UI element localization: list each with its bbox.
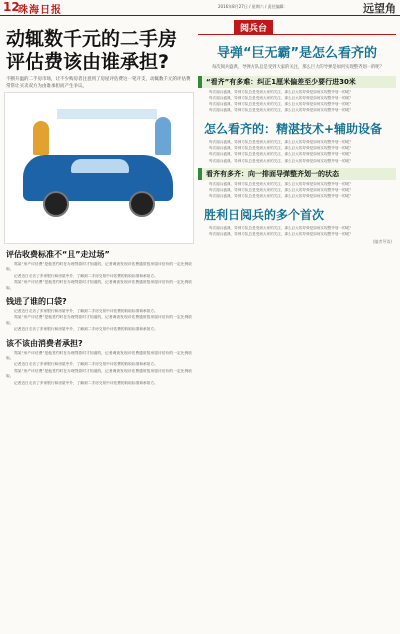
paragraph: 郑某“房产评估费”是他签约时在办理贷款时才知道的，记者调查发现评估费通常按房屋评估价的一定比例收取。 — [6, 350, 192, 361]
paragraph: 每次阅兵盛典，导弹方队总是受到大家的关注，那么巨大的导弹是如何实现整齐划一的呢？ — [209, 225, 353, 230]
illustration-wheel — [43, 191, 69, 217]
illustration — [4, 92, 194, 244]
paragraph: 郑某“房产评估费”是他签约时在办理贷款时才知道的，记者调查发现评估费通常按房屋评估价的一定比例收取。 — [6, 280, 192, 290]
paragraph: 记者近日走访了多家银行和房屋中介，了解到二手房交易中评估费的收取标准和承担方。 — [14, 362, 158, 367]
illustration-person — [155, 117, 171, 155]
paragraph: 每次阅兵盛典，导弹方队总是受到大家的关注，那么巨大的导弹是如何实现整齐划一的呢？ — [209, 232, 353, 237]
paragraph: 每次阅兵盛典，导弹方队总是受到大家的关注，那么巨大的导弹是如何实现整齐划一的呢？ — [209, 95, 353, 100]
right-lede: 每次阅兵盛典，导弹方队总是受到大家的关注，那么巨大的导弹是如何实现整齐划一的呢？ — [212, 65, 384, 70]
dateline: 2016年8月27日 / 星期六 / 责任编辑： — [218, 4, 288, 9]
right-subheading: 怎么看齐的：精湛技术+辅助设备 — [204, 121, 383, 136]
page-number: 12 — [3, 0, 20, 14]
paragraph: 记者近日走访了多家银行和房屋中介，了解到二手房交易中评估费的收取标准和承担方。 — [14, 380, 158, 385]
main-headline — [6, 28, 194, 74]
paragraph: 记者近日走访了多家银行和房屋中介，了解到二手房交易中评估费的收取标准和承担方。 — [14, 273, 158, 278]
paragraph: 每次阅兵盛典，导弹方队总是受到大家的关注，那么巨大的导弹是如何实现整齐划一的呢？ — [209, 152, 353, 157]
paragraph: 每次阅兵盛典，导弹方队总是受到大家的关注，那么巨大的导弹是如何实现整齐划一的呢？ — [209, 102, 353, 107]
paragraph: 每次阅兵盛典，导弹方队总是受到大家的关注，那么巨大的导弹是如何实现整齐划一的呢？ — [209, 139, 353, 144]
tag-bar — [198, 20, 396, 35]
subheading: 钱进了谁的口袋? — [6, 297, 67, 307]
paragraph: 每次阅兵盛典，导弹方队总是受到大家的关注，那么巨大的导弹是如何实现整齐划一的呢？ — [209, 145, 353, 150]
illustration-person — [33, 121, 49, 155]
right-subheading: 胜利日阅兵的多个首次 — [204, 207, 325, 222]
paragraph: 每次阅兵盛典，导弹方队总是受到大家的关注，那么巨大的导弹是如何实现整齐划一的呢？ — [209, 158, 353, 163]
paragraph: 记者近日走访了多家银行和房屋中介，了解到二手房交易中评估费的收取标准和承担方。 — [14, 309, 158, 314]
paragraph: 记者近日走访了多家银行和房屋中介，了解到二手房交易中评估费的收取标准和承担方。 — [14, 327, 158, 332]
headline-line-1: 动辄数千元的二手房 — [6, 28, 178, 50]
paragraph: 每次阅兵盛典，导弹方队总是受到大家的关注，那么巨大的导弹是如何实现整齐划一的呢？ — [209, 108, 353, 113]
paragraph: 每次阅兵盛典，导弹方队总是受到大家的关注，那么巨大的导弹是如何实现整齐划一的呢？ — [209, 194, 353, 199]
right-article — [198, 18, 396, 630]
masthead — [0, 0, 400, 16]
illustration-window — [71, 159, 129, 173]
paragraph: 每次阅兵盛典，导弹方队总是受到大家的关注，那么巨大的导弹是如何实现整齐划一的呢？ — [209, 89, 353, 94]
editor-note: (编者导读) — [372, 239, 392, 245]
paragraph: 每次阅兵盛典，导弹方队总是受到大家的关注，那么巨大的导弹是如何实现整齐划一的呢？ — [209, 181, 353, 186]
paragraph: 郑某“房产评估费”是他签约时在办理贷款时才知道的，记者调查发现评估费通常按房屋评估价的一定比例收取。 — [6, 368, 192, 379]
headline-line-2: 评估费该由谁承担? — [6, 51, 170, 73]
newspaper-logo: 珠海日报 — [18, 5, 62, 16]
right-headline: 导弹“巨无霸”是怎么看齐的 — [216, 46, 378, 61]
left-article — [4, 18, 194, 630]
section-title: 远望角 — [363, 2, 396, 15]
illustration-wheel — [129, 191, 155, 217]
subheading: 评估收费标准不“且”走过场” — [6, 250, 110, 259]
subheading: 该不该由消费者承担? — [6, 338, 83, 348]
column-tag: 阅兵台 — [234, 20, 273, 35]
paragraph: 每次阅兵盛典，导弹方队总是受到大家的关注，那么巨大的导弹是如何实现整齐划一的呢？ — [209, 188, 353, 193]
lede: 不断升温的二手房市场，让不少购房者注意到了房屋评估费这一笔开支，动辄数千元的评估费常常让买卖双方为由谁承担而产生争议。 — [6, 77, 191, 89]
section-bar: “看齐”有多难：纠正1厘米偏差至少要行进30米 — [198, 76, 396, 88]
paragraph: 郑某“房产评估费”是他签约时在办理贷款时才知道的，记者调查发现评估费通常按房屋评估价的一定比例收取。 — [6, 262, 192, 272]
illustration-banner — [57, 109, 157, 119]
section-bar: 看齐有多齐：向一排面导弹整齐划一的状态 — [198, 168, 396, 180]
paragraph: 郑某“房产评估费”是他签约时在办理贷款时才知道的，记者调查发现评估费通常按房屋评估价的一定比例收取。 — [6, 315, 192, 325]
